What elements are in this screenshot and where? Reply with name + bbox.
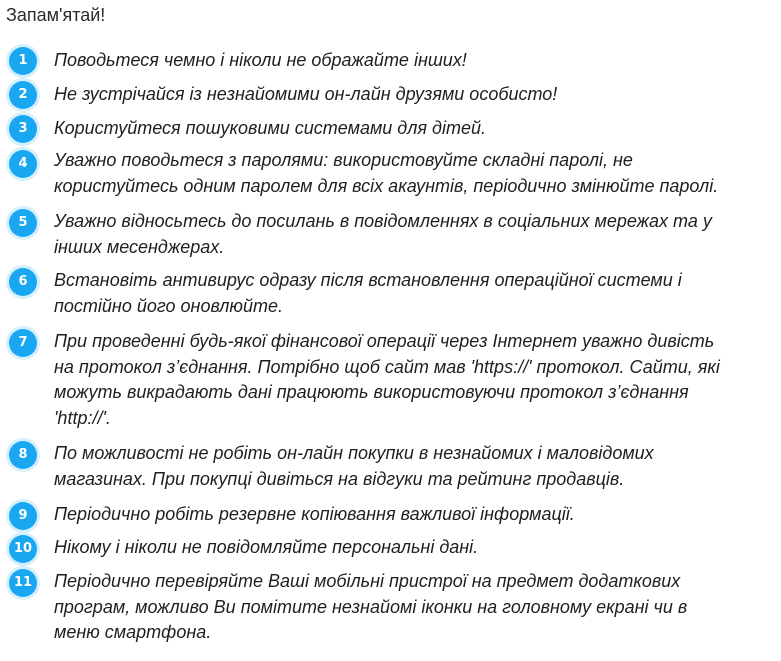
- number-badge: 4: [9, 150, 37, 178]
- item-text-line: Нікому і ніколи не повідомляйте персональні дані.: [54, 537, 479, 557]
- number-badge: 2: [9, 81, 37, 109]
- item-text-line: Періодично перевіряйте Ваші мобільні пристрої на предмет додаткових: [54, 571, 681, 591]
- item-text: [54, 148, 781, 199]
- item-text-line: Не зустрічайся із незнайомими он-лайн друзями особисто!: [54, 84, 558, 104]
- number-badge: 3: [9, 115, 37, 143]
- number-badge: 10: [9, 535, 37, 563]
- item-text-line: інших месенджерах.: [54, 236, 225, 257]
- item-text-line: магазинах. При покупці дивіться на відгуки та рейтинг продавців.: [54, 468, 625, 489]
- item-text: [54, 116, 781, 142]
- item-text: [54, 329, 781, 431]
- item-text: [54, 441, 781, 492]
- item-text-line: При проведенні будь-якої фінансової операції через Інтернет уважно дивість: [54, 331, 715, 351]
- item-text-line: програм, можливо Ви помітите незнайомі іконки на головному екрані чи в: [54, 596, 688, 617]
- number-badge: 5: [9, 209, 37, 237]
- number-badge: 7: [9, 329, 37, 357]
- number-badge: 9: [9, 502, 37, 530]
- item-text-line: Уважно поводьтеся з паролями: використовуйте складні паролі, не: [54, 150, 633, 170]
- item-text: [54, 209, 781, 260]
- page-heading: Запам'ятай!: [6, 5, 106, 25]
- item-text-line: По можливості не робіть он-лайн покупки в незнайомих і маловідомих: [54, 443, 654, 463]
- item-text-line: Поводьтеся чемно і ніколи не ображайте інших!: [54, 50, 467, 70]
- number-badge: 6: [9, 268, 37, 296]
- item-text-line: на протокол з’єднання. Потрібно щоб сайт мав 'https://' протокол. Сайти, які: [54, 356, 720, 377]
- number-badge: 1: [9, 47, 37, 75]
- item-text: [54, 569, 781, 646]
- item-text-line: користуйтесь одним паролем для всіх акаунтів, періодично змінюйте паролі.: [54, 175, 719, 196]
- item-text: [54, 535, 781, 561]
- number-badge: 8: [9, 441, 37, 469]
- number-badge: 11: [9, 569, 37, 597]
- item-text: [54, 268, 781, 319]
- item-text-line: Користуйтеся пошуковими системами для дітей.: [54, 118, 486, 138]
- item-text-line: 'http://'.: [54, 407, 111, 428]
- item-text-line: Встановіть антивирус одразу після встановлення операційної системи і: [54, 270, 682, 290]
- item-text: [54, 502, 781, 528]
- item-text-line: Періодично робіть резервне копіювання важливої інформації.: [54, 504, 575, 524]
- item-text: [54, 48, 781, 74]
- item-text-line: можуть викрадають дані працюють використовуючи протокол з’єднання: [54, 382, 689, 403]
- item-text-line: меню смартфона.: [54, 622, 212, 643]
- item-text-line: постійно його оновлюйте.: [54, 295, 283, 316]
- item-text: [54, 82, 781, 108]
- item-text-line: Уважно відносьтесь до посилань в повідомленнях в соціальних мережах та у: [54, 211, 712, 231]
